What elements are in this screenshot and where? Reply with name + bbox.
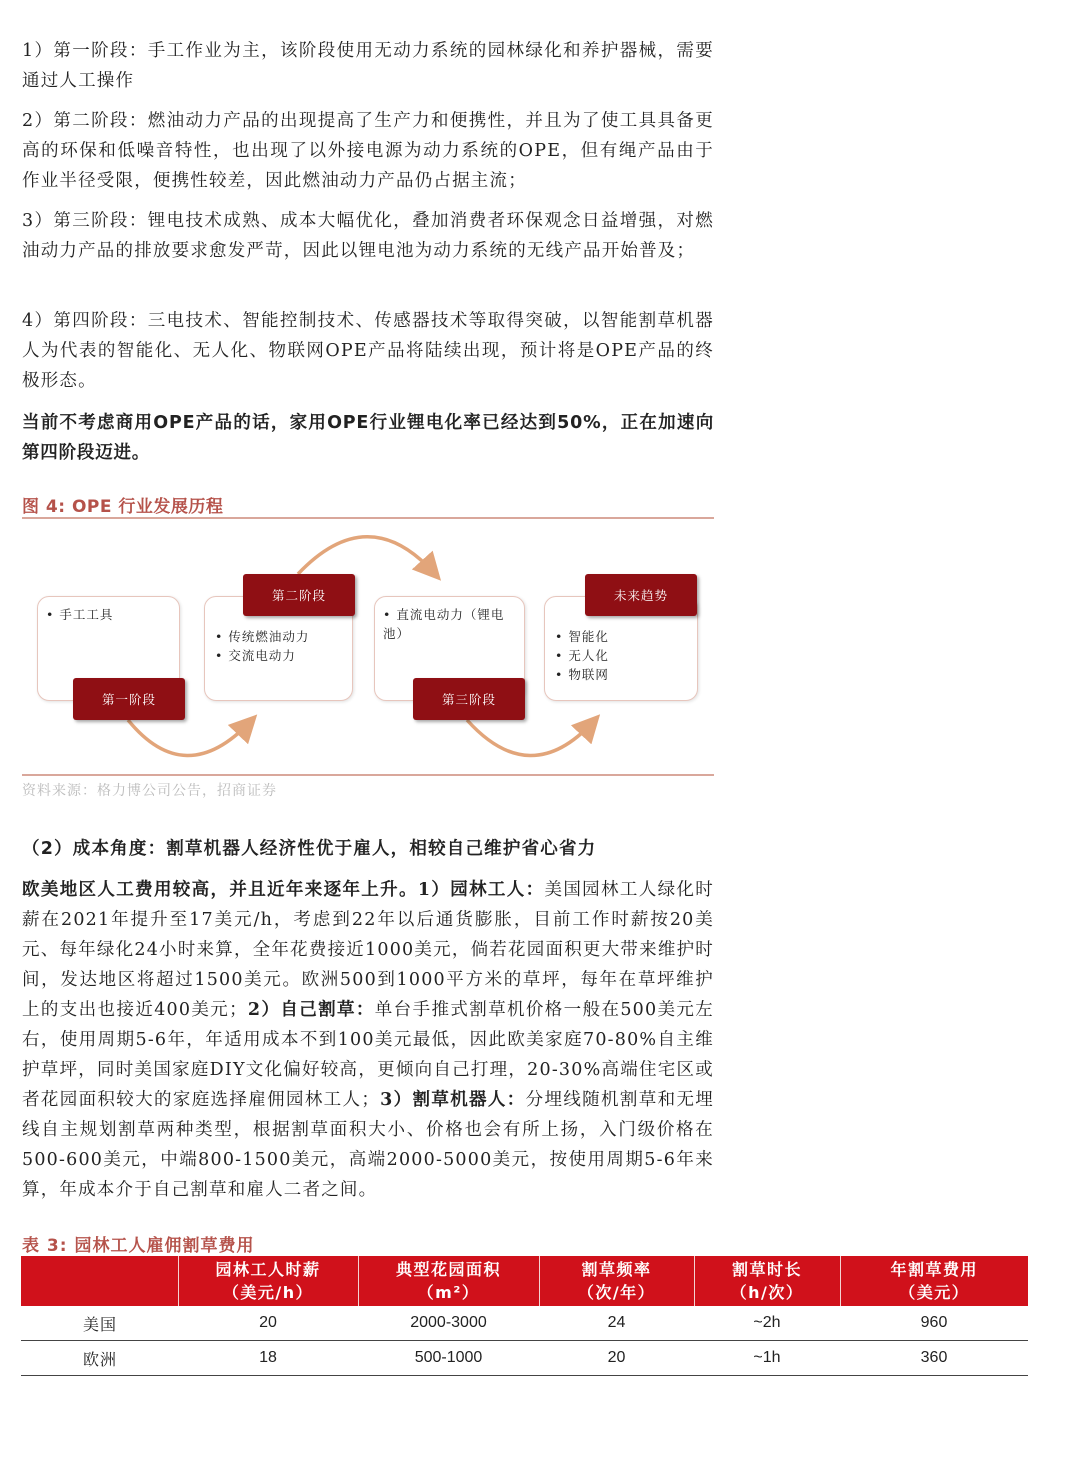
table-row [21,1341,1028,1376]
table-cell: 20 [539,1341,694,1376]
paragraph-stage-3: 3）第三阶段：锂电技术成熟、成本大幅优化，叠加消费者环保观念日益增强，对燃油动力产品的排放要求愈发严苛，因此以锂电池为动力系统的无线产品开始普及； [22,211,714,261]
table-row [21,1306,1028,1341]
cost-lead: 欧美地区人工费用较高，并且近年来逐年上升。1）园林工人： [22,880,545,900]
arrow-stage2-to-3 [298,537,434,574]
table-cell: 360 [840,1341,1028,1376]
cost-text: 单台手推式割草机价格一般在500美元左右，使用周期5-6年，年适用成本不到100美元最低，因此欧美家庭70-80%自主维护草坪，同时美国家庭DIY文化偏好较高，更倾向自己打理，20-30%高端住宅区或者花园面积较大的家庭选择雇佣园林工人； [22,1000,715,1110]
future-item: • 无人化 [555,646,697,665]
future-item: • 物联网 [555,665,697,684]
stage-3-label: 第三阶段 [413,678,525,720]
cost-robot-label: 3）割草机器人： [380,1090,526,1110]
cost-self-mow-label: 2）自己割草： [247,1000,375,1020]
table-title: 表 3: 园林工人雇佣割草费用 [22,1236,255,1256]
figure-bottom-rule [22,774,714,776]
arrow-stage3-to-4 [467,720,593,756]
table-cell: 欧洲 [21,1341,178,1376]
cost-text: 分埋线随机割草和无埋线自主规划割草两种类型，根据割草面积大小、价格也会有所上扬，入门级价格在500-600美元，中端800-1500美元，高端2000-5000美元，按使用周期5-6年来算，年成本介于自己割草和雇人二者之间。 [22,1090,714,1200]
future-trend-label: 未来趋势 [585,574,697,616]
table-cell: ~2h [694,1306,840,1341]
table-header-cell: 园林工人时薪 （美元/h） [178,1256,358,1306]
arrow-stage1-to-2 [128,720,250,756]
stage-2-item: • 传统燃油动力 [215,627,352,646]
table-cell: 美国 [21,1306,178,1341]
table-header-cell: 割草时长 （h/次） [694,1256,840,1306]
paragraph-stage-2: 2）第二阶段：燃油动力产品的出现提高了生产力和便携性，并且为了使工具具备更高的环保和低噪音特性，也出现了以外接电源为动力系统的OPE，但有绳产品由于作业半径受限，便携性较差，因此燃油动力产品仍占据主流； [22,111,714,191]
table-cell: 2000-3000 [358,1306,539,1341]
table-header-row [21,1256,1028,1306]
table-cell: ~1h [694,1341,840,1376]
table-cell: 960 [840,1306,1028,1341]
table-header-cell: 年割草费用 （美元） [840,1256,1028,1306]
cost-text: 美国园林工人绿化时薪在2021年提升至17美元/h，考虑到22年以后通货膨胀，目前工作时薪按20美元、每年绿化24小时来算，全年花费接近1000美元，倘若花园面积更大带来维护时间，发达地区将超过1500美元。欧洲500到1000平方米的草坪，每年在草坪维护上的支出也接近400美元； [22,880,714,1020]
table-header-cell [21,1256,178,1306]
table-cell: 24 [539,1306,694,1341]
section-heading: （2）成本角度：割草机器人经济性优于雇人，相较自己维护省心省力 [22,839,597,859]
figure-title: 图 4: OPE 行业发展历程 [22,497,224,517]
paragraph-summary: 当前不考虑商用OPE产品的话，家用OPE行业锂电化率已经达到50%，正在加速向第四阶段迈进。 [22,413,714,463]
future-item: • 智能化 [555,627,697,646]
stage-3-item: • 直流电动力（锂电池） [383,605,516,643]
cost-paragraph [22,875,714,1205]
cost-table [21,1256,1028,1376]
stage-2-item: • 交流电动力 [215,646,352,665]
table-header-cell: 割草频率 （次/年） [539,1256,694,1306]
paragraph-stage-4: 4）第四阶段：三电技术、智能控制技术、传感器技术等取得突破，以智能割草机器人为代表的智能化、无人化、物联网OPE产品将陆续出现，预计将是OPE产品的终极形态。 [22,311,714,391]
table-cell: 500-1000 [358,1341,539,1376]
stage-1-label: 第一阶段 [73,678,185,720]
stage-2-label: 第二阶段 [243,574,355,616]
stage-1-item: • 手工工具 [46,605,179,624]
table-header-cell: 典型花园面积 （m²） [358,1256,539,1306]
figure-source: 资料来源：格力博公司公告，招商证券 [22,783,277,799]
table-cell: 18 [178,1341,358,1376]
paragraph-stage-1: 1）第一阶段：手工作业为主，该阶段使用无动力系统的园林绿化和养护器械，需要通过人工操作 [22,41,714,91]
table-cell: 20 [178,1306,358,1341]
